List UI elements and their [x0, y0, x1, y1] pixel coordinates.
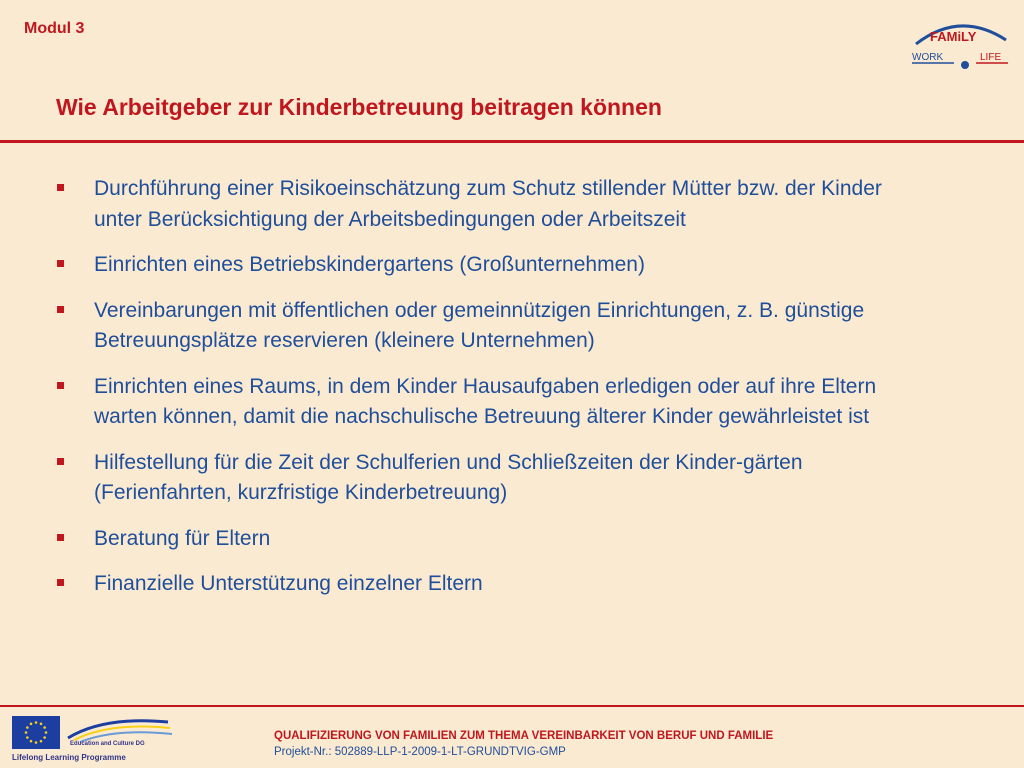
bullet-text: Einrichten eines Raums, in dem Kinder Hausaufgaben erledigen oder auf ihre Eltern warten können, damit die nachschulische Betreuung älterer Kinder gewährleistet ist	[94, 374, 877, 428]
eu-star-icon	[40, 723, 43, 726]
eu-stars-icon	[12, 716, 60, 749]
eu-star-icon	[30, 723, 33, 726]
square-bullet-icon	[57, 184, 64, 191]
eu-star-icon	[35, 721, 38, 724]
eu-star-icon	[40, 740, 43, 743]
module-label: Modul 3	[24, 20, 85, 37]
bullet-item	[56, 296, 896, 357]
eu-star-icon	[43, 726, 46, 729]
eu-star-icon	[43, 736, 46, 739]
family-work-life-logo	[908, 14, 1012, 70]
bullet-item	[56, 372, 896, 433]
eu-star-icon	[26, 726, 29, 729]
square-bullet-icon	[57, 382, 64, 389]
programme-label: Lifelong Learning Programme	[12, 753, 126, 762]
eu-star-icon	[45, 731, 48, 734]
bullet-item	[56, 250, 896, 281]
bullet-item	[56, 448, 896, 509]
logo-word-life: LIFE	[980, 52, 1002, 63]
logo-word-family: FAMiLY	[930, 29, 977, 44]
footer-title: QUALIFIZIERUNG VON FAMILIEN ZUM THEMA VEREINBARKEIT VON BERUF UND FAMILIE	[274, 730, 774, 742]
eu-dg-caption: Education and Culture DG	[70, 741, 145, 747]
bullet-text: Vereinbarungen mit öffentlichen oder gemeinnützigen Einrichtungen, z. B. günstige Betreuungsplätze reservieren (kleinere Unternehmen)	[94, 298, 865, 352]
bullet-text: Beratung für Eltern	[94, 526, 271, 550]
square-bullet-icon	[57, 260, 64, 267]
education-culture-logo	[64, 712, 174, 744]
bullet-text: Durchführung einer Risikoeinschätzung zum Schutz stillender Mütter bzw. der Kinder unter Berücksichtigung der Arbeitsbedingungen oder Arbeitszeit	[94, 177, 882, 231]
square-bullet-icon	[57, 306, 64, 313]
footer-divider	[0, 705, 1024, 707]
slide-title: Wie Arbeitgeber zur Kinderbetreuung beitragen können	[56, 94, 662, 120]
title-divider	[0, 140, 1024, 143]
eu-flag-icon	[12, 716, 60, 749]
eu-star-icon	[35, 741, 38, 744]
bullet-text: Finanzielle Unterstützung einzelner Eltern	[94, 572, 483, 595]
bullet-item	[56, 524, 896, 555]
square-bullet-icon	[57, 579, 64, 586]
bullet-item	[56, 569, 896, 600]
logo-dot-icon	[961, 61, 969, 69]
eu-star-icon	[25, 731, 28, 734]
bullet-list	[56, 174, 896, 615]
swoosh-icon	[64, 712, 174, 744]
bullet-item	[56, 174, 896, 235]
square-bullet-icon	[57, 458, 64, 465]
footer-text	[274, 728, 1014, 760]
square-bullet-icon	[57, 534, 64, 541]
eu-star-icon	[30, 740, 33, 743]
footer-project-number: Projekt-Nr.: 502889-LLP-1-2009-1-LT-GRUNDTVIG-GMP	[274, 746, 566, 758]
bullet-text: Einrichten eines Betriebskindergartens (Großunternehmen)	[94, 253, 645, 276]
bullet-text: Hilfestellung für die Zeit der Schulferien und Schließzeiten der Kinder-gärten (Ferienfahrten, kurzfristige Kinderbetreuung)	[94, 450, 803, 504]
logo-word-work: WORK	[912, 52, 944, 63]
family-work-life-logo-graphic	[908, 14, 1012, 70]
eu-star-icon	[26, 736, 29, 739]
